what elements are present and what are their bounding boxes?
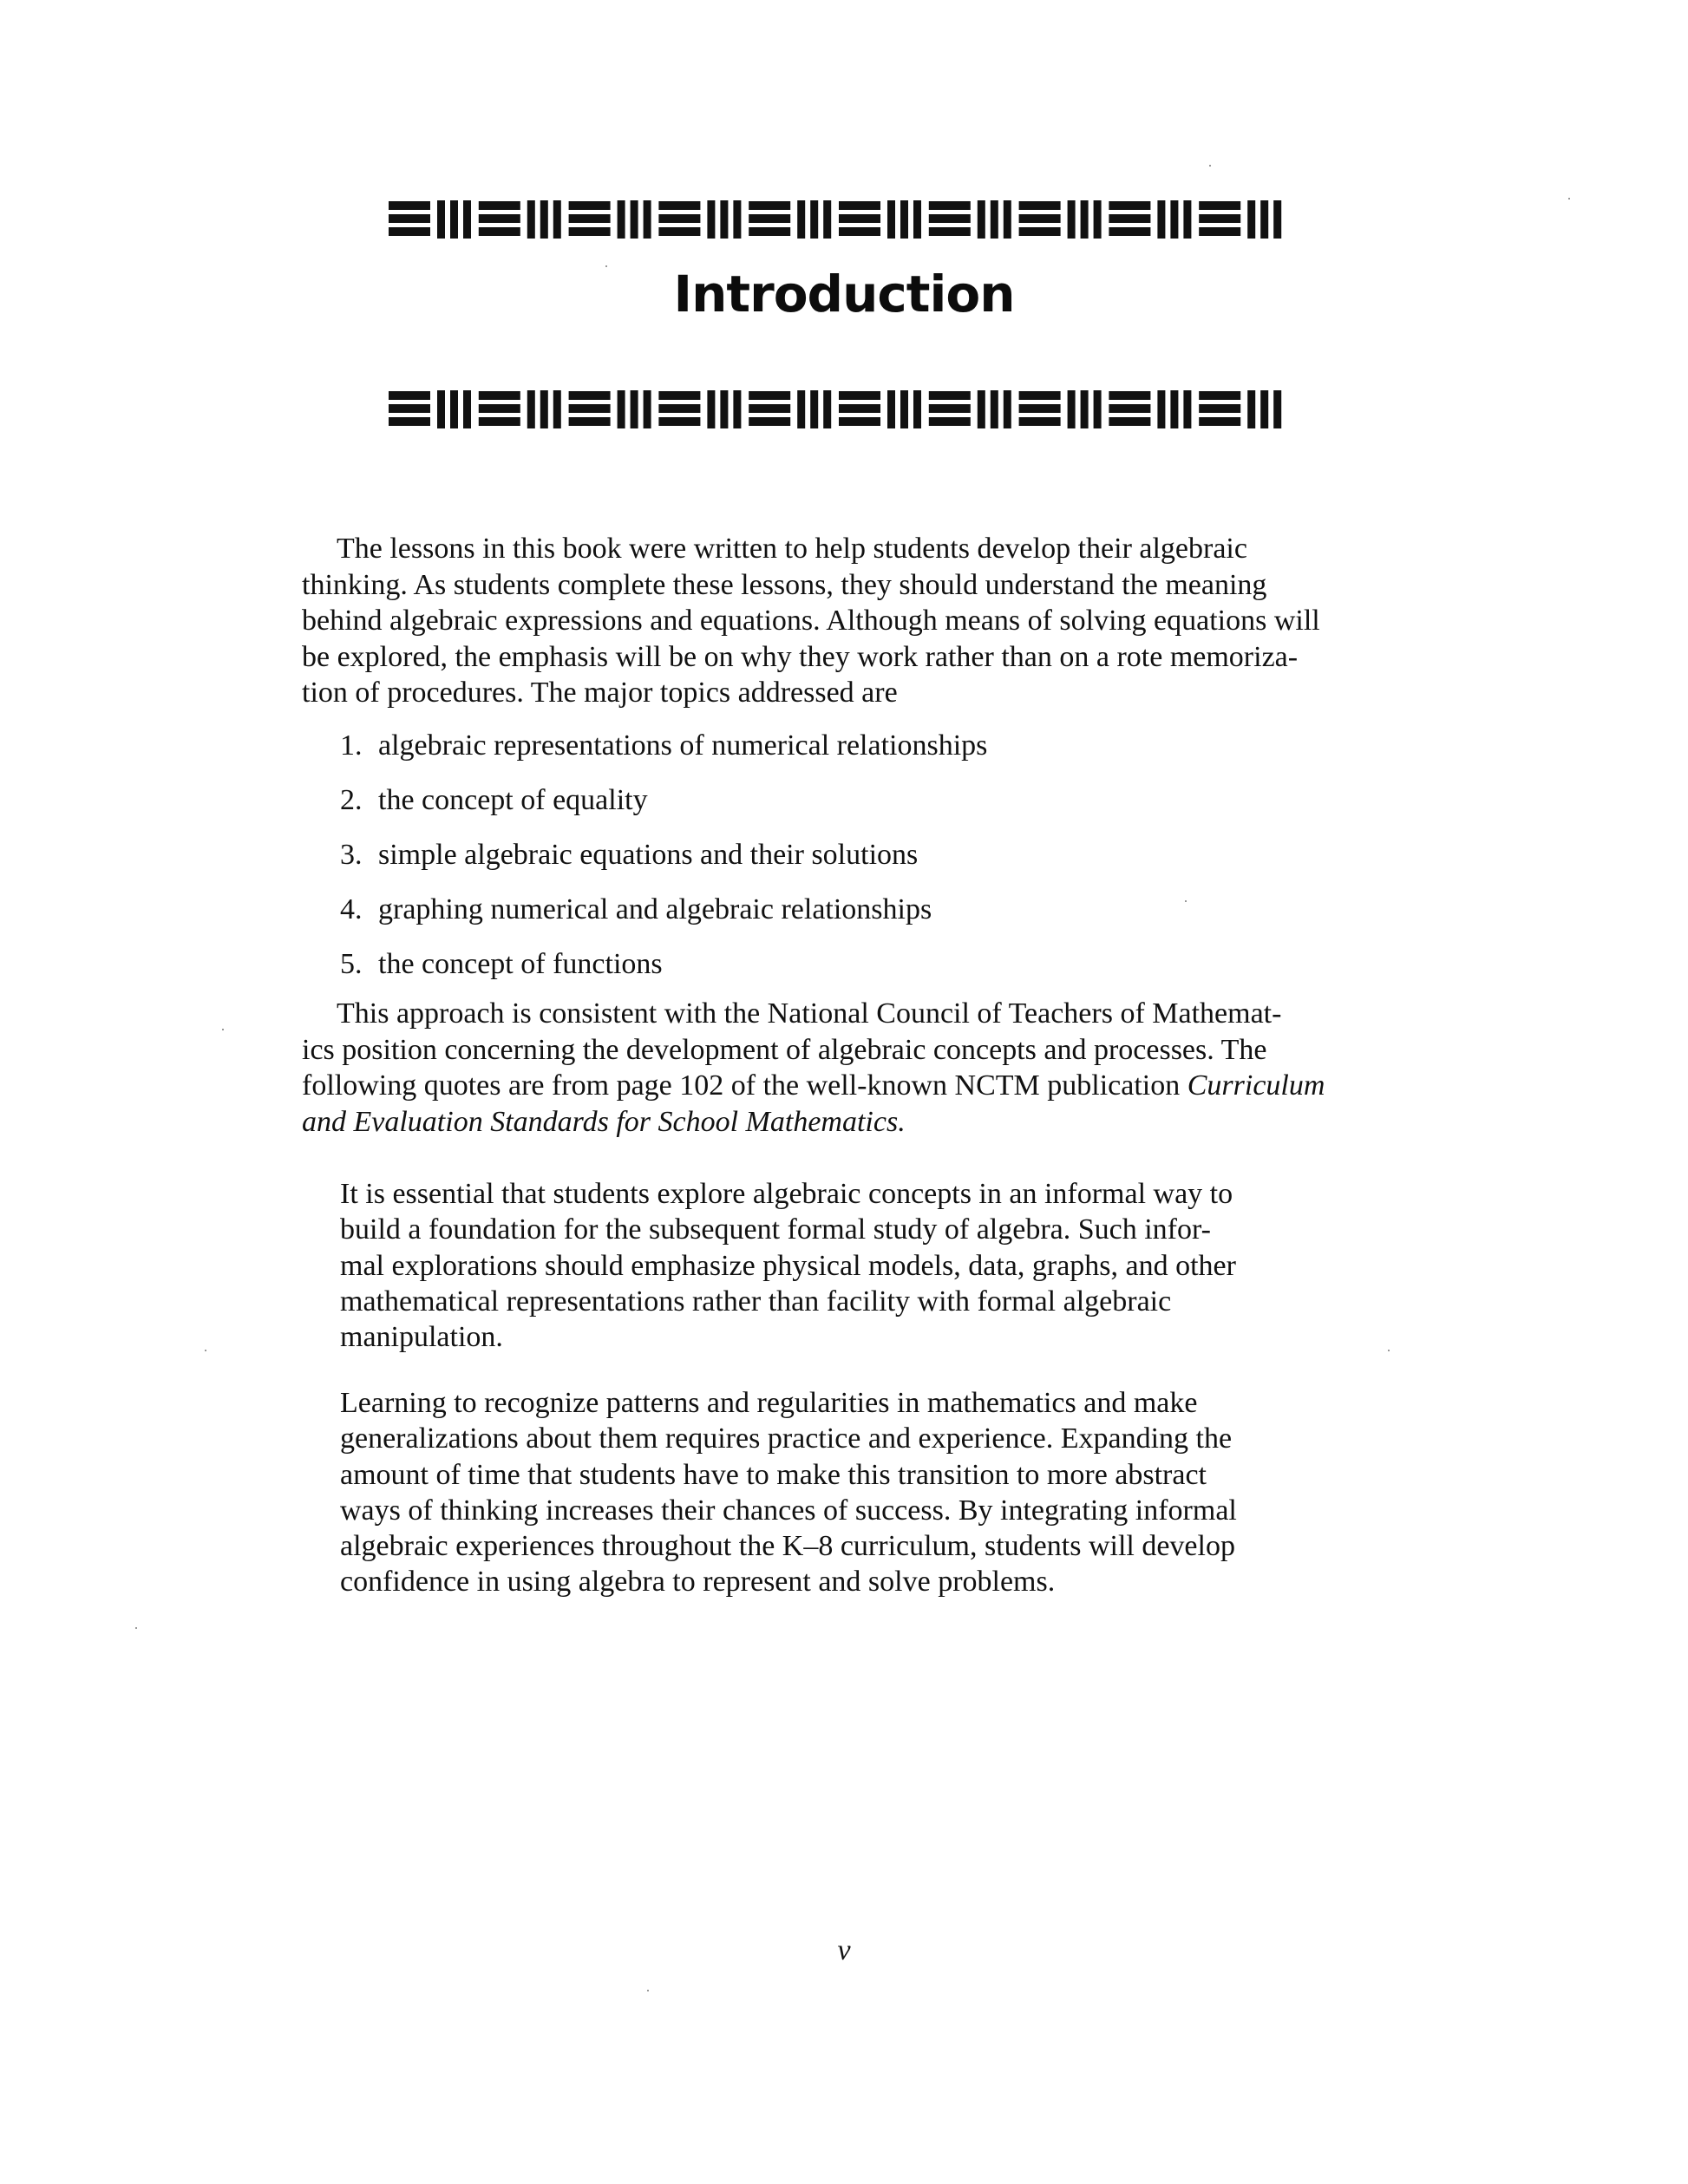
approach-line: This approach is consistent with the National Council of Teachers of Mathemat- — [337, 997, 1282, 1030]
ornament-stroke — [527, 390, 535, 428]
approach-line-text: following quotes are from page 102 of the well-known NCTM publication — [302, 1069, 1187, 1102]
ornament-bar — [569, 391, 611, 400]
ornament-bar — [1109, 201, 1150, 210]
ornament-stroke — [631, 200, 638, 239]
scan-speck — [605, 265, 607, 267]
ornament-stroke — [618, 200, 625, 239]
ornament-stroke — [644, 390, 651, 428]
list-item-text: the concept of functions — [378, 948, 663, 980]
ornament-bar — [1199, 201, 1240, 210]
quote-line: amount of time that students have to make this transition to more abstract — [340, 1458, 1207, 1491]
ornament-bar — [749, 417, 790, 426]
list-item-number: 5. — [340, 948, 363, 980]
ornament-stroke — [797, 390, 805, 428]
ornament-stroke — [644, 200, 651, 239]
ornament-bar — [1199, 214, 1240, 223]
ornament-bar — [839, 227, 880, 236]
ornament-bar — [658, 227, 700, 236]
list-item-number: 2. — [340, 784, 363, 816]
ornament-stroke — [1004, 200, 1011, 239]
ornament-bar — [569, 417, 611, 426]
ornament-bar — [479, 417, 520, 426]
scan-speck — [1388, 1350, 1390, 1351]
intro-line: thinking. As students complete these lessons, they should understand the meaning — [302, 568, 1267, 601]
ornament-bar — [658, 214, 700, 223]
ornament-stroke — [1068, 200, 1076, 239]
ornament-stroke — [1004, 390, 1011, 428]
ornament-stroke — [540, 200, 548, 239]
ornament-stroke — [900, 200, 908, 239]
quote-line: generalizations about them requires practice and experience. Expanding the — [340, 1422, 1233, 1455]
ornament-bar — [1109, 417, 1150, 426]
quote-line: Learning to recognize patterns and regularities in mathematics and make — [340, 1387, 1198, 1419]
quote-line: mal explorations should emphasize physical models, data, graphs, and other — [340, 1249, 1236, 1282]
ornament-stroke — [810, 200, 818, 239]
ornament-stroke — [1094, 200, 1102, 239]
ornament-stroke — [733, 200, 741, 239]
ornament-stroke — [733, 390, 741, 428]
ornament-bar — [658, 417, 700, 426]
ornament-bar — [929, 214, 971, 223]
ornament-bar — [1019, 214, 1061, 223]
ornament-bar — [479, 201, 520, 210]
ornament-stroke — [887, 390, 895, 428]
page-title: Introduction — [673, 265, 1015, 324]
ornament-bar — [929, 404, 971, 413]
list-item-number: 1. — [340, 729, 363, 762]
ornament-bar — [839, 214, 880, 223]
scan-speck — [205, 1350, 206, 1351]
ornament-stroke — [1170, 200, 1178, 239]
ornament-stroke — [631, 390, 638, 428]
ornament-stroke — [437, 200, 445, 239]
ornament-bar — [1199, 227, 1240, 236]
intro-line: behind algebraic expressions and equations. Although means of solving equations will — [302, 605, 1320, 637]
intro-line: be explored, the emphasis will be on why they work rather than on a rote memoriza- — [302, 640, 1299, 673]
ornament-bar — [658, 391, 700, 400]
ornament-stroke — [978, 200, 985, 239]
ornament-bar — [839, 417, 880, 426]
ornament-stroke — [437, 390, 445, 428]
ornament-bar — [389, 417, 430, 426]
ornament-stroke — [887, 200, 895, 239]
publication-title-part: Curriculum — [1187, 1069, 1325, 1102]
ornament-bar — [1109, 214, 1150, 223]
ornament-bar — [1199, 404, 1240, 413]
quote-line: It is essential that students explore algebraic concepts in an informal way to — [340, 1178, 1233, 1210]
scan-speck — [647, 1990, 649, 1991]
ornament-bar — [389, 391, 430, 400]
ornament-stroke — [527, 200, 535, 239]
ornament-stroke — [707, 390, 715, 428]
ornament-bar — [658, 404, 700, 413]
ornament-bar — [929, 417, 971, 426]
ornament-bar — [749, 214, 790, 223]
list-item — [340, 946, 987, 1001]
ornament-bar — [1199, 391, 1240, 400]
ornament-bar — [929, 391, 971, 400]
intro-paragraph — [302, 531, 1402, 711]
ornament-bar — [1019, 201, 1061, 210]
approach-line: ics position concerning the development of algebraic concepts and processes. The — [302, 1033, 1267, 1066]
ornament-stroke — [900, 390, 908, 428]
ornament-stroke — [1273, 200, 1281, 239]
ornament-stroke — [1183, 390, 1191, 428]
ornament-stroke — [618, 390, 625, 428]
approach-line — [302, 1104, 1402, 1141]
ornament-bar — [839, 391, 880, 400]
list-item-number: 4. — [340, 893, 363, 925]
ornament-bar — [569, 201, 611, 210]
ornament-stroke — [823, 200, 831, 239]
ornament-bar — [1109, 227, 1150, 236]
list-item-text: graphing numerical and algebraic relationships — [378, 893, 932, 925]
ornament-stroke — [810, 390, 818, 428]
ornament-bar — [839, 404, 880, 413]
list-item — [340, 728, 987, 782]
list-item-text: simple algebraic equations and their solutions — [378, 839, 919, 871]
ornament-bar — [1109, 391, 1150, 400]
ornament-stroke — [1157, 390, 1165, 428]
block-quote — [340, 1385, 1381, 1600]
ornament-stroke — [450, 200, 458, 239]
ornament-stroke — [1260, 390, 1268, 428]
ornament-bar — [749, 201, 790, 210]
list-item — [340, 837, 987, 892]
ornament-bar — [1019, 227, 1061, 236]
scan-speck — [1185, 900, 1187, 902]
ornament-stroke — [720, 200, 728, 239]
intro-line: tion of procedures. The major topics addressed are — [302, 677, 898, 709]
ornament-stroke — [1183, 200, 1191, 239]
ornament-stroke — [1273, 390, 1281, 428]
ornament-stroke — [913, 390, 921, 428]
quote-line: algebraic experiences throughout the K–8 curriculum, students will develop — [340, 1530, 1235, 1563]
ornament-stroke — [1094, 390, 1102, 428]
ornament-stroke — [553, 390, 561, 428]
ornament-stroke — [991, 200, 998, 239]
ornament-bar — [749, 227, 790, 236]
ornament-stroke — [553, 200, 561, 239]
ornament-stroke — [978, 390, 985, 428]
ornament-bar — [389, 201, 430, 210]
ornament-stroke — [1081, 200, 1089, 239]
ornament-stroke — [1068, 390, 1076, 428]
ornament-bar — [929, 201, 971, 210]
quote-line: confidence in using algebra to represent and solve problems. — [340, 1566, 1056, 1599]
decorative-border-bottom — [389, 390, 1289, 428]
ornament-stroke — [1157, 200, 1165, 239]
ornament-bar — [749, 404, 790, 413]
ornament-stroke — [797, 200, 805, 239]
scan-speck — [222, 1029, 224, 1030]
ornament-stroke — [1247, 390, 1255, 428]
ornament-stroke — [1247, 200, 1255, 239]
ornament-stroke — [540, 390, 548, 428]
ornament-bar — [569, 404, 611, 413]
quote-line: manipulation. — [340, 1321, 503, 1354]
list-item — [340, 892, 987, 946]
quote-line: mathematical representations rather than facility with formal algebraic — [340, 1285, 1172, 1318]
ornament-bar — [1019, 404, 1061, 413]
decorative-border-top — [389, 200, 1289, 239]
ornament-bar — [1109, 404, 1150, 413]
page-number: v — [837, 1934, 851, 1966]
ornament-bar — [479, 404, 520, 413]
scan-speck — [135, 1627, 137, 1629]
quote-line: ways of thinking increases their chances of success. By integrating informal — [340, 1494, 1237, 1527]
ornament-stroke — [1170, 390, 1178, 428]
topics-list — [340, 728, 987, 1001]
ornament-bar — [1019, 391, 1061, 400]
ornament-bar — [479, 227, 520, 236]
ornament-stroke — [450, 390, 458, 428]
intro-line: The lessons in this book were written to help students develop their algebraic — [337, 533, 1247, 565]
publication-title-part: and Evaluation Standards for School Mathematics. — [302, 1105, 906, 1138]
ornament-bar — [569, 227, 611, 236]
scan-speck — [1209, 165, 1211, 167]
ornament-bar — [479, 391, 520, 400]
ornament-bar — [929, 227, 971, 236]
ornament-bar — [479, 214, 520, 223]
ornament-bar — [569, 214, 611, 223]
block-quote — [340, 1176, 1381, 1355]
list-item-number: 3. — [340, 839, 363, 871]
ornament-stroke — [707, 200, 715, 239]
ornament-stroke — [720, 390, 728, 428]
ornament-bar — [389, 404, 430, 413]
list-item-text: the concept of equality — [378, 784, 648, 816]
ornament-bar — [1199, 417, 1240, 426]
approach-line — [302, 1068, 1402, 1104]
scan-speck — [1568, 198, 1570, 199]
ornament-stroke — [463, 200, 471, 239]
ornament-bar — [749, 391, 790, 400]
ornament-bar — [839, 201, 880, 210]
ornament-stroke — [823, 390, 831, 428]
list-item — [340, 782, 987, 837]
approach-paragraph — [302, 996, 1402, 1140]
list-item-text: algebraic representations of numerical relationships — [378, 729, 988, 762]
ornament-bar — [389, 227, 430, 236]
ornament-bar — [389, 214, 430, 223]
ornament-stroke — [1260, 200, 1268, 239]
ornament-stroke — [913, 200, 921, 239]
ornament-stroke — [1081, 390, 1089, 428]
ornament-stroke — [463, 390, 471, 428]
ornament-stroke — [991, 390, 998, 428]
ornament-bar — [658, 201, 700, 210]
ornament-bar — [1019, 417, 1061, 426]
quote-line: build a foundation for the subsequent formal study of algebra. Such infor- — [340, 1213, 1211, 1246]
